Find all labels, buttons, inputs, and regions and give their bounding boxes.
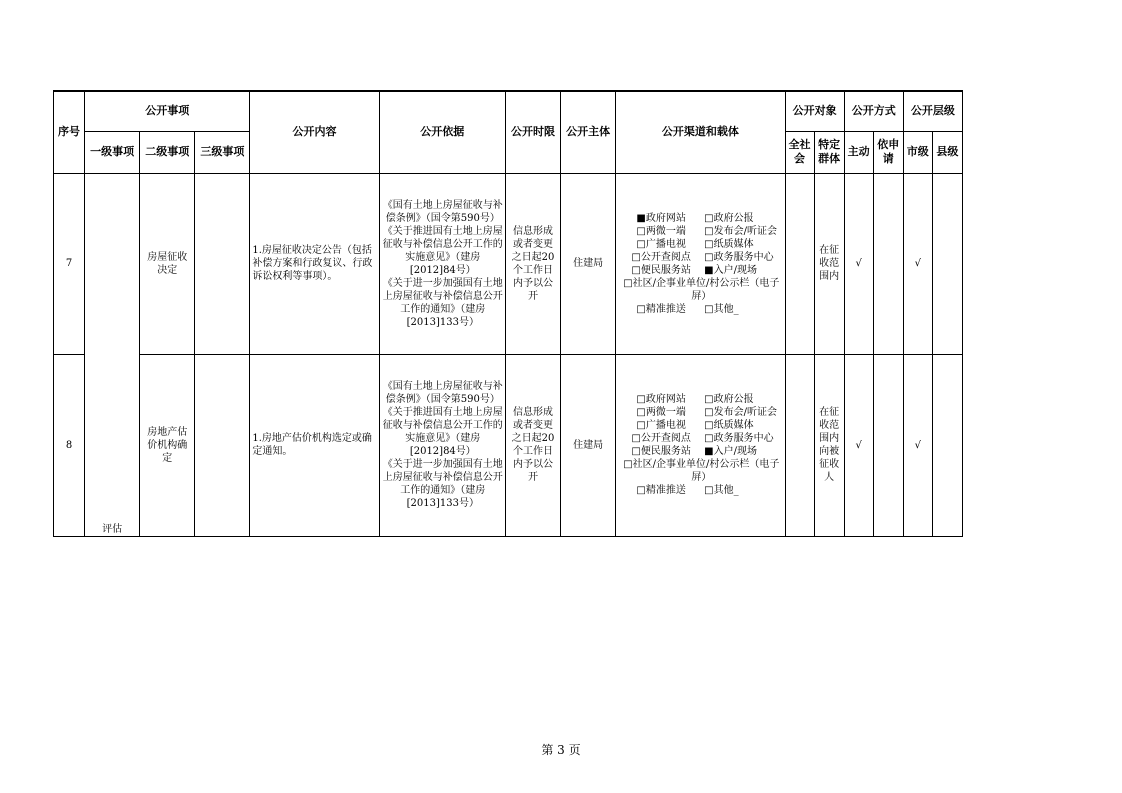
channel-press-hearing: □发布会/听证会 <box>704 225 777 237</box>
row-seq: 8 <box>54 355 85 537</box>
channel-other: □其他_ <box>704 485 739 497</box>
row-level2: 房地产估价机构确定 <box>140 355 195 537</box>
header-target: 公开对象 <box>785 91 844 131</box>
header-level: 公开层级 <box>903 91 962 131</box>
channel-press-hearing: □发布会/听证会 <box>704 407 777 419</box>
channel-radio-tv: □广播电视 <box>636 238 686 250</box>
row-subject: 住建局 <box>561 173 616 355</box>
row-level-county <box>932 355 962 537</box>
channel-gov-gazette: □政府公报 <box>704 394 754 406</box>
channel-print-media: □纸质媒体 <box>704 420 754 432</box>
channel-reading-point: □公开查阅点 <box>631 251 691 263</box>
row-method-active: √ <box>844 173 873 355</box>
header-channels: 公开渠道和载体 <box>616 91 785 173</box>
channel-targeted-push: □精准推送 <box>636 303 686 315</box>
channel-gov-gazette: □政府公报 <box>704 212 754 224</box>
row-basis <box>379 355 505 537</box>
row-method-apply <box>873 173 903 355</box>
row-target-all <box>785 173 814 355</box>
header-level-county: 县级 <box>932 131 962 173</box>
row-method-apply <box>873 355 903 537</box>
page-number: 第 3 页 <box>541 743 581 757</box>
basis-line: 《关于推进国有土地上房屋征收与补偿信息公开工作的实施意见》（建房[2012]84号） <box>382 407 503 458</box>
channel-service-station: □便民服务站 <box>631 446 691 458</box>
basis-line: 《关于进一步加强国有土地上房屋征收与补偿信息公开工作的通知》（建房[2013]133号） <box>382 277 503 328</box>
row-content: 1.房地产估价机构选定或确定通知。 <box>250 355 379 537</box>
row-basis <box>379 173 505 355</box>
channel-door-to-door: ■入户/现场 <box>704 446 757 458</box>
row-seq: 7 <box>54 173 85 355</box>
header-level2: 二级事项 <box>140 131 195 173</box>
header-target-specific: 特定群体 <box>814 131 844 173</box>
header-row-1 <box>54 91 963 131</box>
channel-other: □其他_ <box>704 303 739 315</box>
channel-print-media: □纸质媒体 <box>704 238 754 250</box>
channel-wechat-weibo-app: □两微一端 <box>636 225 686 237</box>
channel-gov-website: □政府网站 <box>636 394 686 406</box>
row-level-city: √ <box>903 173 932 355</box>
row-level-county <box>932 173 962 355</box>
table-row <box>54 355 963 537</box>
channel-bulletin-board: □社区/企事业单位/村公示栏（电子 屏） <box>623 459 790 484</box>
channel-targeted-push: □精准推送 <box>636 485 686 497</box>
row-target-all <box>785 355 814 537</box>
channel-door-to-door: ■入户/现场 <box>704 264 757 276</box>
row-time-limit: 信息形成或者变更之日起20个工作日内予以公开 <box>505 173 560 355</box>
level1-cell <box>85 173 140 536</box>
channel-radio-tv: □广播电视 <box>636 420 686 432</box>
header-target-all: 全社会 <box>785 131 814 173</box>
header-level-city: 市级 <box>903 131 932 173</box>
level1-text: 评估 <box>102 523 123 535</box>
channel-service-station: □便民服务站 <box>631 264 691 276</box>
header-time-limit: 公开时限 <box>505 91 560 173</box>
row-level-city: √ <box>903 355 932 537</box>
row-channels <box>616 355 790 537</box>
row-level3 <box>195 173 250 355</box>
header-subject: 公开主体 <box>561 91 616 173</box>
basis-line: 《国有土地上房屋征收与补偿条例》（国令第590号） <box>382 199 503 224</box>
channel-gov-website: ■政府网站 <box>636 212 686 224</box>
header-seq: 序号 <box>54 91 85 173</box>
channel-wechat-weibo-app: □两微一端 <box>636 407 686 419</box>
header-level3: 三级事项 <box>195 131 250 173</box>
channel-bulletin-board: □社区/企事业单位/村公示栏（电子屏） <box>623 277 780 302</box>
header-content: 公开内容 <box>250 91 379 173</box>
row-method-active: √ <box>844 355 873 537</box>
row-subject: 住建局 <box>561 355 616 537</box>
row-channels <box>616 173 785 355</box>
row-level3 <box>195 355 250 537</box>
header-method-active: 主动 <box>844 131 873 173</box>
header-level1: 一级事项 <box>85 131 140 173</box>
basis-line: 《关于推进国有土地上房屋征收与补偿信息公开工作的实施意见》（建房[2012]84号） <box>382 225 503 276</box>
row-content: 1.房屋征收决定公告（包括补偿方案和行政复议、行政诉讼权利等事项）。 <box>250 173 379 355</box>
header-basis: 公开依据 <box>379 91 505 173</box>
row-target-specific: 在征收范围内 <box>814 173 844 355</box>
basis-line: 《关于进一步加强国有土地上房屋征收与补偿信息公开工作的通知》（建房[2013]133号） <box>382 459 503 510</box>
header-method: 公开方式 <box>844 91 903 131</box>
table-row <box>54 173 963 355</box>
channel-service-center: □政务服务中心 <box>704 251 774 263</box>
row-level2: 房屋征收决定 <box>140 173 195 355</box>
channel-service-center: □政务服务中心 <box>704 433 774 445</box>
header-public-item: 公开事项 <box>85 91 250 131</box>
row-time-limit: 信息形成或者变更之日起20个工作日内予以公开 <box>505 355 560 537</box>
header-method-apply: 依申请 <box>873 131 903 173</box>
row-target-specific: 在征收范围内向被征收人 <box>814 355 844 537</box>
disclosure-table <box>53 90 963 537</box>
channel-reading-point: □公开查阅点 <box>631 433 691 445</box>
basis-line: 《国有土地上房屋征收与补偿条例》（国令第590号） <box>382 381 503 406</box>
